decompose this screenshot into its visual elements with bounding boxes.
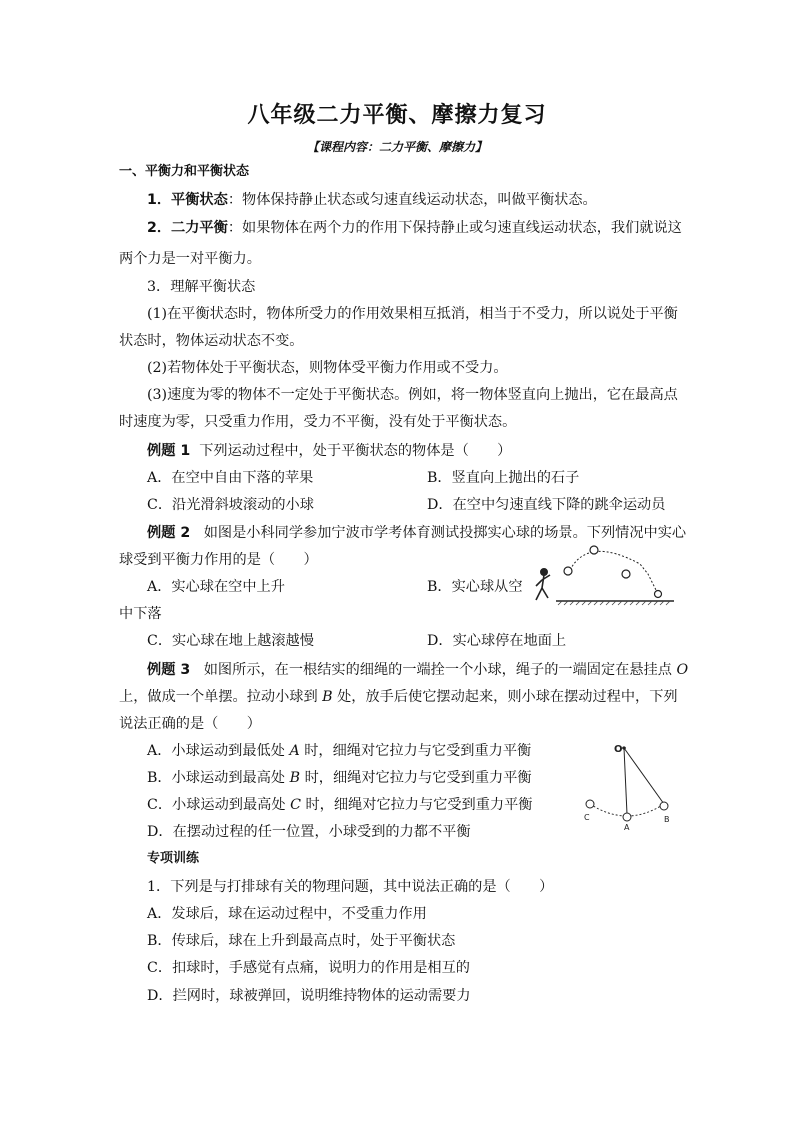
option-b: B．实心球从空 — [427, 579, 523, 595]
paragraph: (1)在平衡状态时，物体所受力的作用效果相互抵消，相当于不受力，所以说处于平衡 — [147, 306, 678, 322]
paragraph — [147, 218, 682, 238]
question-text: 如图所示，在一根结实的细绳的一端拴一个小球，绳子的一端固定在悬挂点 — [203, 662, 672, 678]
option-d: D．实心球停在地面上 — [427, 633, 567, 649]
example-question — [147, 441, 511, 461]
question-text: 上，做成一个单摆。拉动小球到 — [119, 689, 318, 705]
question-text: 下列运动过程中，处于平衡状态的物体是（ ） — [199, 443, 512, 459]
question-text-cont: 球受到平衡力作用的是（ ） — [119, 552, 318, 568]
point-label: B — [322, 689, 333, 705]
option-text: B．小球运动到最高处 — [147, 770, 286, 786]
paragraph-cont: 两个力是一对平衡力。 — [119, 251, 261, 267]
pendulum-label-o: O — [614, 744, 623, 755]
example-label: 例题 1 — [147, 443, 191, 459]
option-a: A．发球后，球在运动过程中，不受重力作用 — [147, 906, 427, 922]
section-heading: 一、平衡力和平衡状态 — [119, 164, 250, 179]
option-text: 时，细绳对它拉力与它受到重力平衡 — [304, 743, 532, 759]
option-a: A．在空中自由下落的苹果 — [147, 470, 314, 486]
pendulum-label-c: C — [584, 813, 590, 822]
string-vertical — [624, 748, 627, 814]
ball-icon — [660, 802, 668, 810]
question-text: 如图是小科同学参加宁波市学考体育测试投掷实心球的场景。下列情况中实心 — [203, 525, 687, 541]
shot-put-figure — [528, 542, 676, 608]
section-heading: 专项训练 — [147, 851, 200, 866]
paragraph: (2)若物体处于平衡状态，则物体受平衡力作用或不受力。 — [147, 360, 508, 376]
option-a — [147, 741, 531, 761]
exercise-question: 1．下列是与打排球有关的物理问题，其中说法正确的是（ ） — [147, 879, 554, 895]
option-b-cont: 中下落 — [119, 606, 162, 622]
option-text: 时，细绳对它拉力与它受到重力平衡 — [305, 797, 533, 813]
option-text: 时，细绳对它拉力与它受到重力平衡 — [304, 770, 532, 786]
trajectory-line — [570, 551, 656, 590]
term-label: 2．二力平衡 — [147, 220, 228, 236]
example-question — [147, 523, 686, 543]
point-label: C — [290, 797, 301, 813]
option-d: D．在摆动过程的任一位置，小球受到的力都不平衡 — [147, 824, 471, 840]
option-b: B．竖直向上抛出的石子 — [427, 470, 580, 486]
point-label: B — [289, 770, 301, 786]
term-label: 1．平衡状态 — [147, 192, 228, 208]
option-text: C．小球运动到最高处 — [147, 797, 286, 813]
pendulum-label-a: A — [624, 823, 630, 830]
option-c: C．扣球时，手感觉有点痛，说明力的作用是相互的 — [147, 960, 470, 976]
term-text: ：如果物体在两个力的作用下保持静止或匀速直线运动状态，我们就说这 — [227, 220, 682, 236]
option-text: A．小球运动到最低处 — [147, 743, 285, 759]
question-text: 处，放手后使它摆动起来，则小球在摆动过程中，下列 — [337, 689, 678, 705]
point-label: O — [676, 662, 689, 678]
course-subtitle: 【课程内容：二力平衡、摩擦力】 — [306, 140, 487, 154]
option-c — [147, 795, 532, 815]
paragraph — [147, 190, 597, 210]
option-d: D．拦网时，球被弹回，说明维持物体的运动需要力 — [147, 988, 471, 1004]
string-angled — [624, 748, 664, 804]
ball-icon — [590, 546, 598, 554]
ball-icon — [623, 813, 631, 821]
option-b — [147, 768, 532, 788]
paragraph-cont: 状态时，物体运动状态不变。 — [119, 333, 304, 349]
option-b: B．传球后，球在上升到最高点时，处于平衡状态 — [147, 933, 456, 949]
ball-icon — [564, 567, 572, 575]
option-c: C．沿光滑斜坡滚动的小球 — [147, 497, 314, 513]
option-d: D．在空中匀速直线下降的跳伞运动员 — [427, 497, 666, 513]
ball-icon — [586, 800, 594, 808]
question-text-cont: 说法正确的是（ ） — [119, 716, 261, 732]
example-label: 例题 3 — [147, 662, 191, 678]
pendulum-figure — [578, 738, 678, 830]
page-title: 八年级二力平衡、摩擦力复习 — [247, 103, 547, 128]
option-c: C．实心球在地上越滚越慢 — [147, 633, 314, 649]
example-question — [147, 660, 688, 680]
point-label: A — [289, 743, 300, 759]
example-label: 例题 2 — [147, 525, 191, 541]
ball-icon — [655, 591, 662, 598]
option-a: A．实心球在空中上升 — [147, 579, 285, 595]
paragraph-cont: 时速度为零，只受重力作用，受力不平衡，没有处于平衡状态。 — [119, 414, 517, 430]
ball-icon — [622, 570, 630, 578]
paragraph: (3)速度为零的物体不一定处于平衡状态。例如，将一物体竖直向上抛出，它在最高点 — [147, 387, 678, 403]
question-text-cont — [119, 687, 678, 707]
paragraph: 3．理解平衡状态 — [147, 279, 256, 295]
thrower-icon — [536, 569, 550, 600]
pendulum-label-b: B — [664, 815, 670, 824]
term-text: ：物体保持静止状态或匀速直线运动状态，叫做平衡状态。 — [227, 192, 597, 208]
